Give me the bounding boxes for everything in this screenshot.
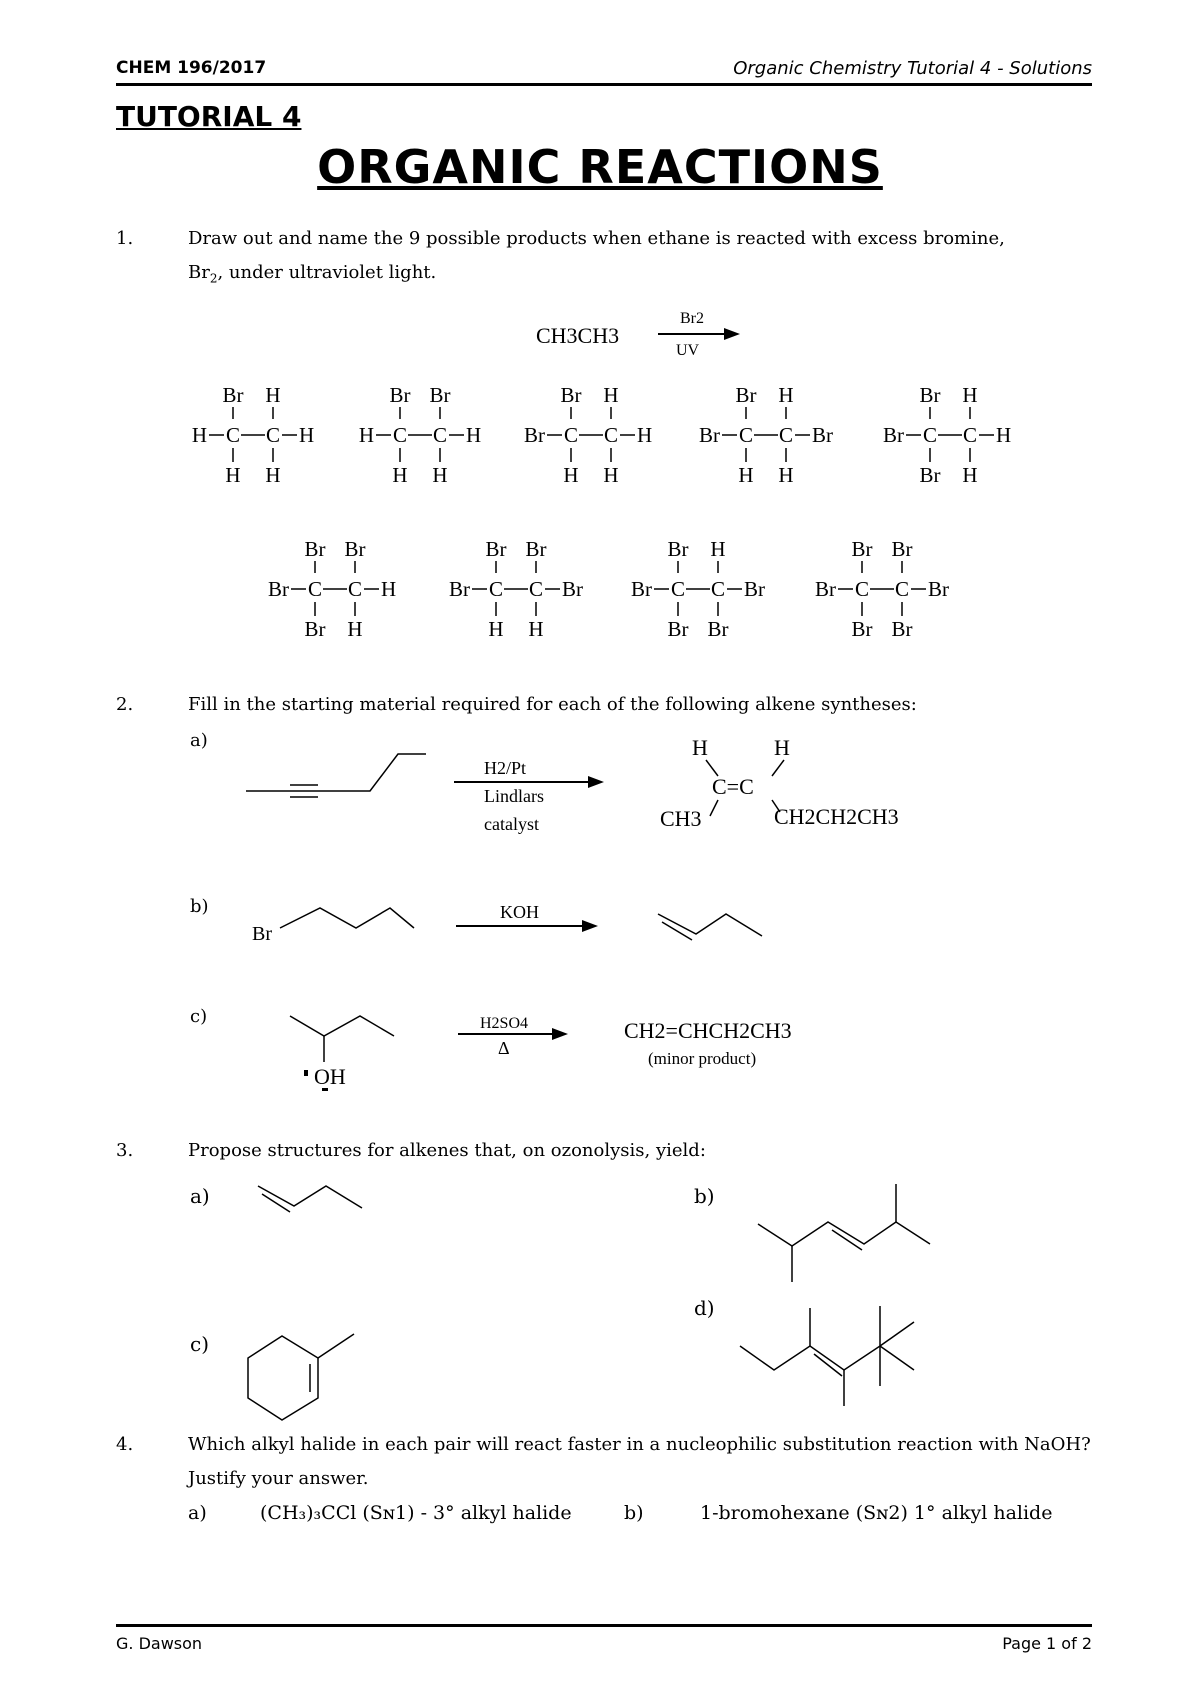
product-2-carbon-1: C: [392, 423, 408, 447]
reagent-h2pt: H2/Pt: [484, 758, 527, 778]
arrowhead-q1: [724, 328, 740, 340]
product-7-top-2: Br: [525, 537, 547, 561]
bond-h-right: [772, 760, 784, 776]
question-4a-label: a): [188, 1502, 207, 1524]
reactant-ethane: CH3CH3: [536, 323, 620, 348]
arrowhead-2a: [588, 776, 604, 788]
product-6-top-1: Br: [304, 537, 326, 561]
product-1-top-1: Br: [222, 383, 244, 407]
butene-chain: [658, 914, 762, 936]
product-propyl: CH2CH2CH3: [774, 804, 899, 829]
product-7-bottom-2: H: [528, 617, 544, 641]
product-6-carbon-2: C: [347, 577, 363, 601]
question-2b-label: b): [190, 896, 209, 917]
product-3-top-2: H: [603, 383, 619, 407]
question-4a-answer: (CH₃)₃CCl (Sɴ1) - 3° alkyl halide: [260, 1502, 572, 1524]
product-5-left-sub: Br: [883, 423, 904, 447]
product-1-bottom-1: H: [225, 463, 241, 487]
product-9-top-2: Br: [891, 537, 913, 561]
product-2-left-sub: H: [358, 423, 374, 447]
lone-pair-left: [304, 1070, 308, 1076]
question-3-text: Propose structures for alkenes that, on ozonolysis, yield:: [188, 1140, 706, 1161]
product-3-right-sub: H: [637, 423, 653, 447]
question-3-number: 3.: [116, 1140, 134, 1161]
reagent-lindlars: Lindlars: [484, 786, 544, 806]
reagent-catalyst: catalyst: [484, 814, 539, 834]
product-8-bottom-1: Br: [667, 617, 689, 641]
question-4-text: Which alkyl halide in each pair will react faster in a nucleophilic substitution reaction with NaOH? Justify your answer.: [188, 1434, 1091, 1489]
product-7-top-1: Br: [485, 537, 507, 561]
reagent-h2so4: H2SO4: [480, 1015, 529, 1032]
start-br: Br: [252, 923, 272, 945]
question-3d-label: d): [694, 1296, 715, 1320]
bromobutane-chain: [280, 908, 414, 928]
question-1-line-2: $Br_2$, under ultraviolet light.: [188, 262, 437, 286]
alkene-3b: [758, 1222, 930, 1246]
product-4-top-2: H: [778, 383, 794, 407]
product-9-carbon-1: C: [854, 577, 870, 601]
alkene-3a: [258, 1186, 362, 1208]
question-4b-label: b): [624, 1502, 644, 1524]
product-8-left-sub: Br: [631, 577, 652, 601]
product-6-carbon-1: C: [307, 577, 323, 601]
product-note: (minor product): [648, 1049, 757, 1068]
product-9-bottom-2: Br: [891, 617, 913, 641]
product-8-bottom-2: Br: [707, 617, 729, 641]
footer-rule: [116, 1624, 1092, 1627]
start-oh: OH: [314, 1064, 346, 1089]
butanol-chain: [290, 1016, 394, 1036]
question-2-number: 2.: [116, 694, 134, 715]
product-7-carbon-2: C: [528, 577, 544, 601]
product-3-left-sub: Br: [524, 423, 545, 447]
product-7-carbon-1: C: [488, 577, 504, 601]
question-1-number: 1.: [116, 228, 134, 249]
bromination-products: [192, 383, 1011, 641]
product-5-top-2: H: [962, 383, 978, 407]
product-7-right-sub: Br: [562, 577, 583, 601]
product-8-top-1: Br: [667, 537, 689, 561]
reagent-uv: UV: [676, 342, 700, 359]
product-4-left-sub: Br: [699, 423, 720, 447]
product-8-right-sub: Br: [744, 577, 765, 601]
question-4b-answer: 1-bromohexane (Sɴ2) 1° alkyl halide: [700, 1502, 1053, 1524]
product-2-bottom-1: H: [392, 463, 408, 487]
question-3c-label: c): [190, 1332, 210, 1356]
product-2-carbon-2: C: [432, 423, 448, 447]
product-1-right-sub: H: [299, 423, 315, 447]
arrowhead-2c: [552, 1028, 568, 1040]
product-9-right-sub: Br: [928, 577, 949, 601]
question-2c-label: c): [190, 1006, 208, 1027]
bond-ch3: [710, 800, 718, 816]
product-2-right-sub: H: [466, 423, 482, 447]
tutorial-label: TUTORIAL 4: [116, 100, 302, 133]
product-1-carbon-1: C: [225, 423, 241, 447]
product-5-top-1: Br: [919, 383, 941, 407]
product-9-top-1: Br: [851, 537, 873, 561]
product-4-bottom-1: H: [738, 463, 754, 487]
product-8-carbon-1: C: [670, 577, 686, 601]
arrowhead-2b: [582, 920, 598, 932]
product-8-top-2: H: [710, 537, 726, 561]
product-3-bottom-1: H: [563, 463, 579, 487]
product-1-bottom-2: H: [265, 463, 281, 487]
alkene-3d: [740, 1346, 914, 1370]
product-5-right-sub: H: [996, 423, 1012, 447]
product-2-top-2: Br: [429, 383, 451, 407]
question-2a-label: a): [190, 730, 208, 751]
product-double-bond: C=C: [712, 774, 754, 799]
question-3a-label: a): [190, 1184, 210, 1208]
product-6-top-2: Br: [344, 537, 366, 561]
question-3b-label: b): [694, 1184, 715, 1208]
reagent-heat: Δ: [498, 1038, 510, 1058]
footer-page-number: Page 1 of 2: [1002, 1634, 1092, 1653]
product-4-top-1: Br: [735, 383, 757, 407]
reagent-koh: KOH: [500, 902, 539, 922]
product-6-bottom-2: H: [347, 617, 363, 641]
question-1-line-1: Draw out and name the 9 possible products when ethane is reacted with excess bromine,: [188, 228, 1005, 249]
reagent-br2: Br2: [680, 310, 704, 327]
product-5-bottom-1: Br: [919, 463, 941, 487]
product-8-carbon-2: C: [710, 577, 726, 601]
product-7-left-sub: Br: [449, 577, 470, 601]
product-5-bottom-2: H: [962, 463, 978, 487]
product-6-left-sub: Br: [268, 577, 289, 601]
product-h-left: H: [692, 735, 708, 760]
product-7-bottom-1: H: [488, 617, 504, 641]
tbutyl-upper: [880, 1322, 914, 1346]
product-6-right-sub: H: [381, 577, 397, 601]
product-4-right-sub: Br: [812, 423, 833, 447]
product-4-bottom-2: H: [778, 463, 794, 487]
product-butene: CH2=CHCH2CH3: [624, 1018, 792, 1043]
product-h-right: H: [774, 735, 790, 760]
page-title: ORGANIC REACTIONS: [317, 140, 883, 194]
product-9-carbon-2: C: [894, 577, 910, 601]
product-5-carbon-1: C: [922, 423, 938, 447]
alkyne-chain: [246, 754, 426, 791]
product-ch3: CH3: [660, 806, 702, 831]
product-4-carbon-2: C: [778, 423, 794, 447]
product-5-carbon-2: C: [962, 423, 978, 447]
product-3-carbon-1: C: [563, 423, 579, 447]
product-9-bottom-1: Br: [851, 617, 873, 641]
product-9-left-sub: Br: [815, 577, 836, 601]
product-1-left-sub: H: [191, 423, 207, 447]
product-2-bottom-2: H: [432, 463, 448, 487]
product-1-carbon-2: C: [265, 423, 281, 447]
question-2-text: Fill in the starting material required for each of the following alkene syntheses:: [188, 694, 917, 715]
product-2-top-1: Br: [389, 383, 411, 407]
product-1-top-2: H: [265, 383, 281, 407]
course-code: CHEM 196/2017: [116, 58, 267, 78]
footer-author: G. Dawson: [116, 1634, 203, 1653]
document-title: Organic Chemistry Tutorial 4 - Solutions: [733, 58, 1092, 79]
question-4-number: 4.: [116, 1434, 134, 1455]
ring-methyl: [318, 1334, 354, 1358]
product-4-carbon-1: C: [738, 423, 754, 447]
product-3-bottom-2: H: [603, 463, 619, 487]
product-3-carbon-2: C: [603, 423, 619, 447]
product-3-top-1: Br: [560, 383, 582, 407]
methylcyclohexene-ring: [248, 1336, 318, 1420]
product-6-bottom-1: Br: [304, 617, 326, 641]
